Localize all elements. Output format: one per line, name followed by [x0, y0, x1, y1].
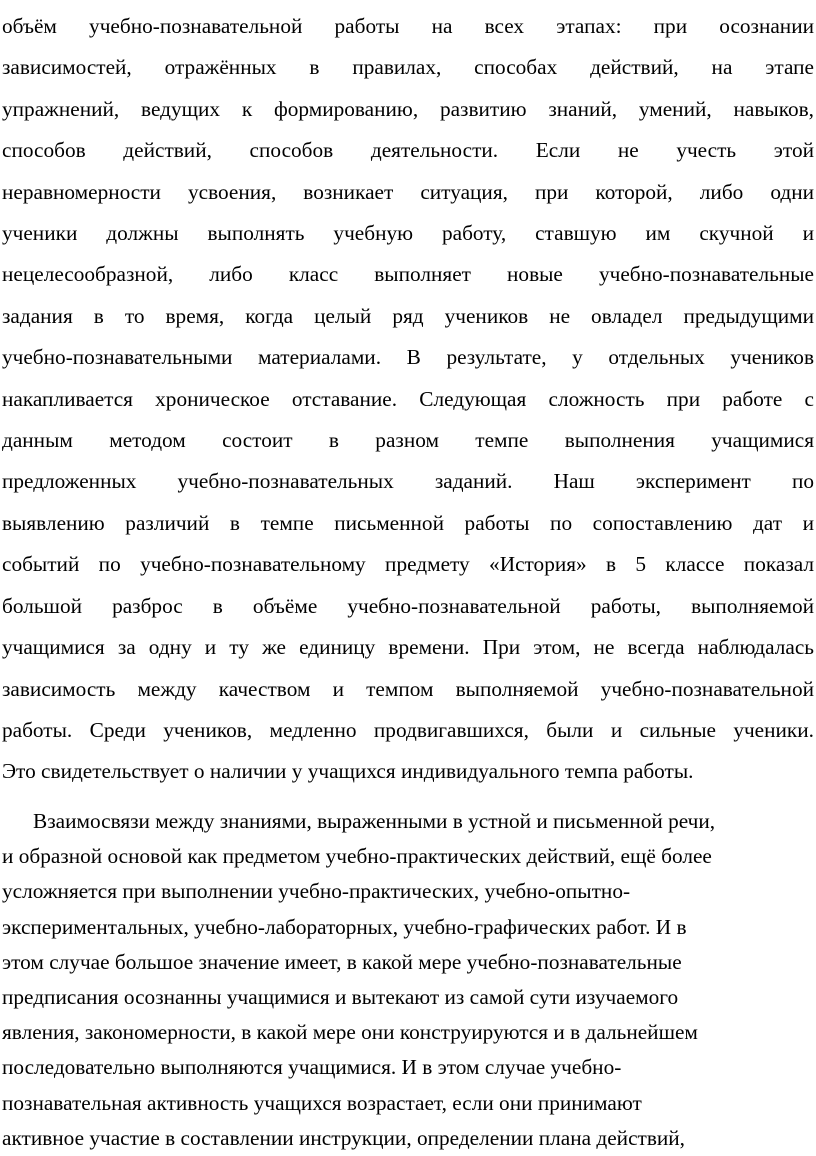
- text-line: последовательно выполняются учащимися. И в этом случае учебно-: [2, 1055, 622, 1080]
- text-line: выявлению различий в темпе письменной работы по сопоставлению дат и: [2, 510, 814, 535]
- text-line: накапливается хроническое отставание. Следующая сложность при работе с: [2, 386, 814, 411]
- text-line: зависимость между качеством и темпом выполняемой учебно-познавательной: [2, 676, 814, 701]
- text-line: Это свидетельствует о наличии у учащихся индивидуального темпа работы.: [2, 759, 694, 784]
- text-line: этом случае большое значение имеет, в какой мере учебно-познавательные: [2, 949, 682, 974]
- text-line: предписания осознанны учащимися и вытекают из самой сути изучаемого: [2, 985, 679, 1010]
- text-line: неравномерности усвоения, возникает ситуация, при которой, либо одни: [2, 179, 814, 204]
- text-line: работы. Среди учеников, медленно продвигавшихся, были и сильные ученики.: [2, 717, 814, 742]
- text-line: большой разброс в объёме учебно-познавательной работы, выполняемой: [2, 593, 814, 618]
- text-line: явления, закономерности, в какой мере они конструируются и в дальнейшем: [2, 1020, 698, 1045]
- text-line: ученики должны выполнять учебную работу, ставшую им скучной и: [2, 221, 814, 246]
- text-line: и образной основой как предметом учебно-практических действий, ещё более: [2, 844, 712, 869]
- text-line: предложенных учебно-познавательных заданий. Наш эксперимент по: [2, 469, 814, 494]
- text-line: Взаимосвязи между знаниями, выраженными в устной и письменной речи,: [33, 809, 716, 833]
- text-line: нецелесообразной, либо класс выполняет новые учебно-познавательные: [2, 262, 814, 287]
- paragraph-1: [2, 6, 814, 793]
- text-line: объём учебно-познавательной работы на всех этапах: при осознании: [2, 14, 814, 38]
- text-line: учебно-познавательными материалами. В результате, у отдельных учеников: [2, 345, 814, 370]
- text-line: данным методом состоит в разном темпе выполнения учащимися: [2, 428, 814, 453]
- text-line: задания в то время, когда целый ряд учеников не овладел предыдущими: [2, 303, 814, 328]
- paragraph-2: [2, 804, 814, 1156]
- text-line: экспериментальных, учебно-лабораторных, учебно-графических работ. И в: [2, 914, 687, 939]
- text-line: способов действий, способов деятельности. Если не учесть этой: [2, 138, 814, 163]
- text-line: событий по учебно-познавательному предмету «История» в 5 классе показал: [2, 552, 814, 577]
- text-line: упражнений, ведущих к формированию, развитию знаний, умений, навыков,: [2, 96, 814, 121]
- text-line: усложняется при выполнении учебно-практических, учебно-опытно-: [2, 879, 631, 904]
- text-line: познавательная активность учащихся возрастает, если они принимают: [2, 1090, 642, 1115]
- text-line: активное участие в составлении инструкции, определении плана действий,: [2, 1125, 685, 1150]
- text-line: учащимися за одну и ту же единицу времени. При этом, не всегда наблюдалась: [2, 635, 814, 660]
- text-line: зависимостей, отражённых в правилах, способах действий, на этапе: [2, 55, 814, 80]
